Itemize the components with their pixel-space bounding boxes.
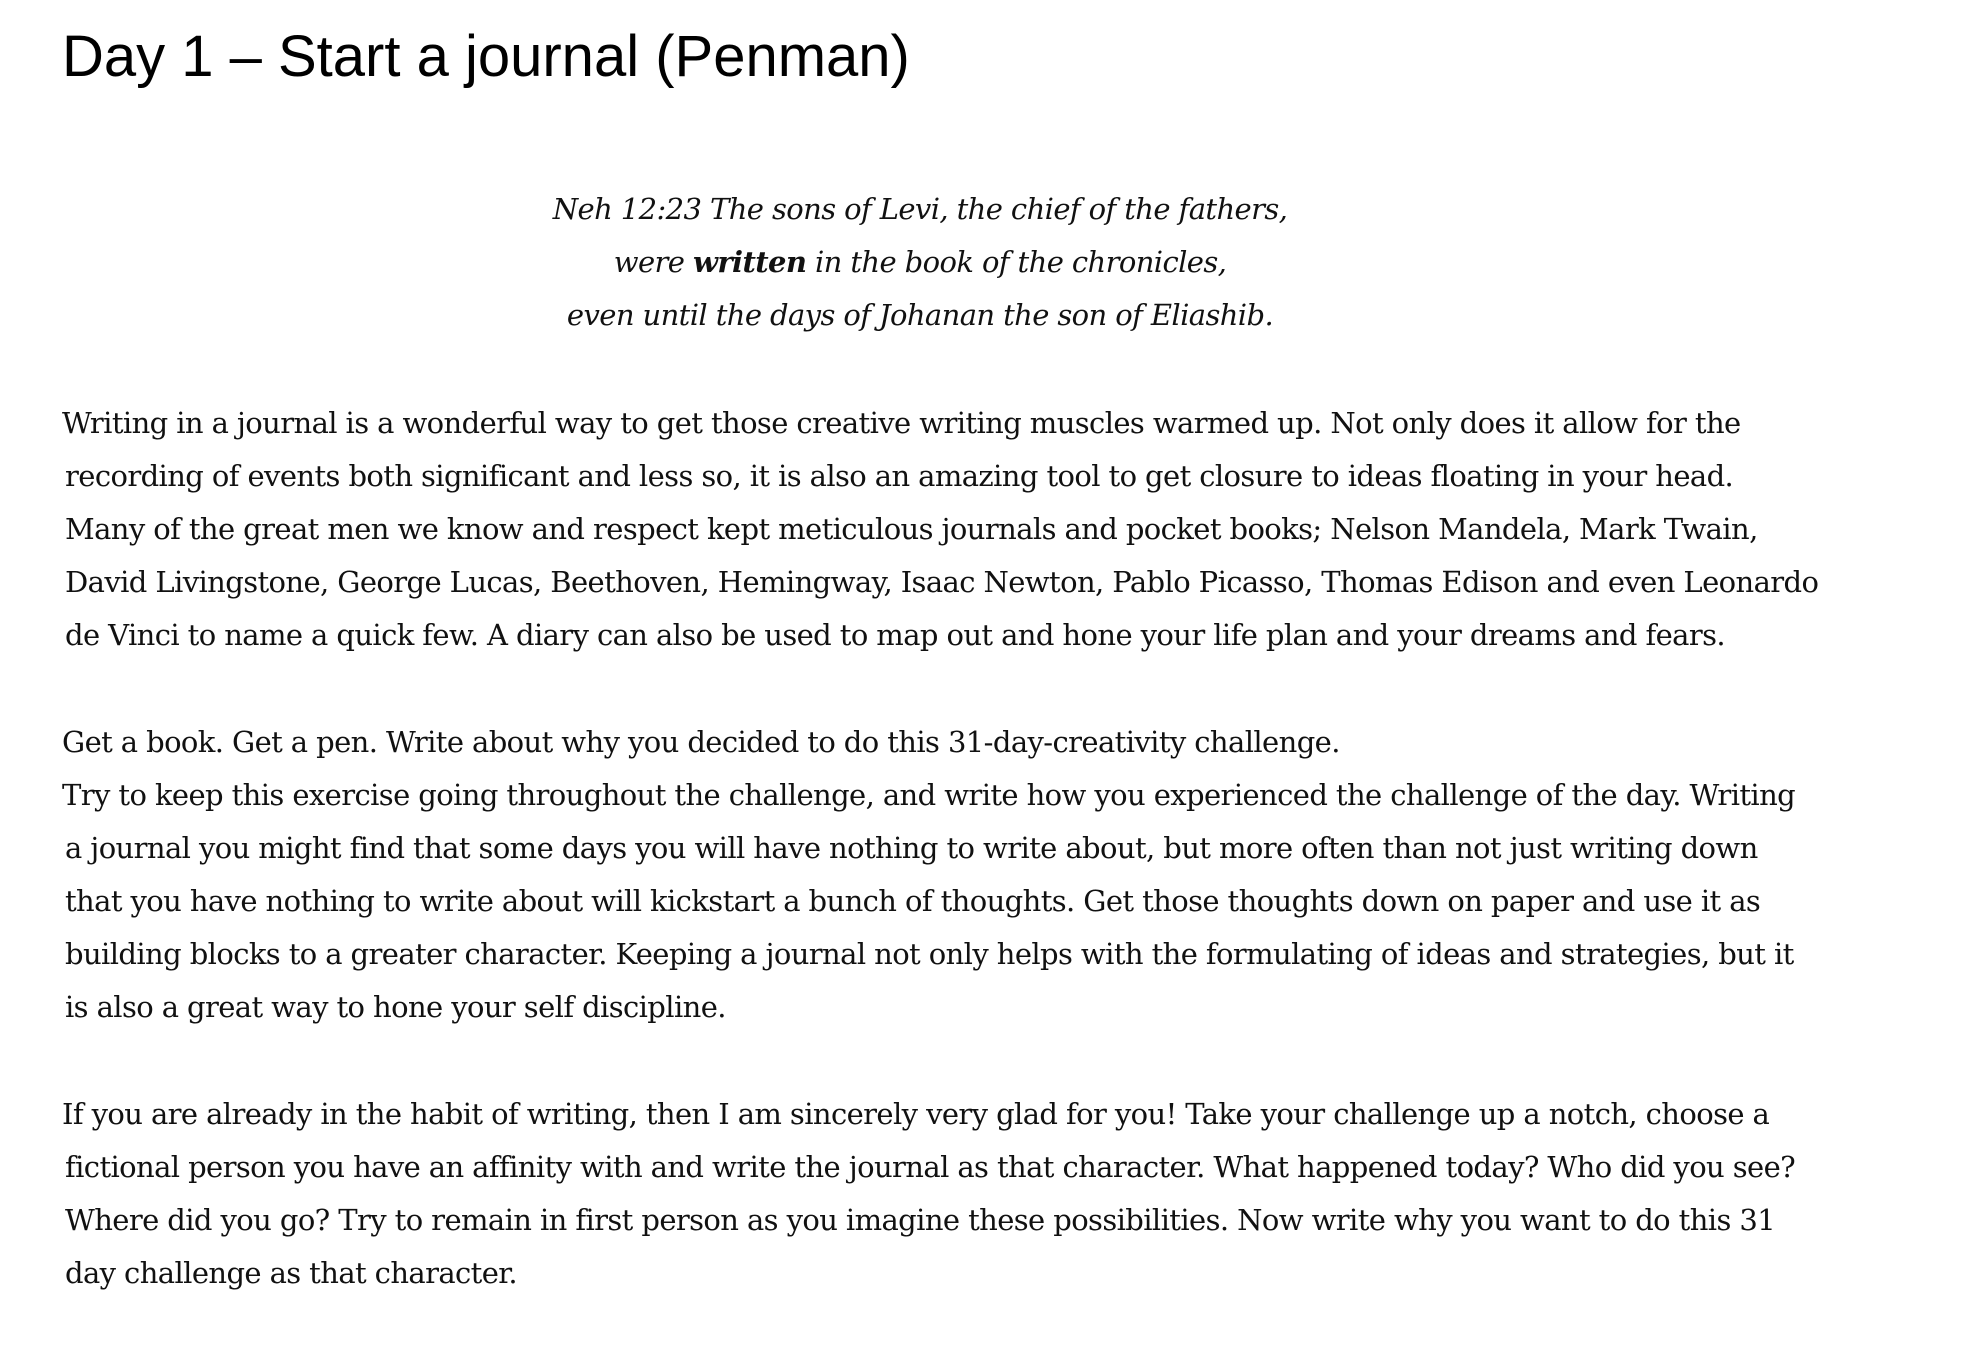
verse-line-2: [62, 236, 1778, 289]
verse-line-3: even until the days of Johanan the son of Eliashib.: [566, 298, 1274, 332]
paragraph-line: fictional person you have an affinity with and write the journal as that character. What happened today? Who did you see?: [65, 1150, 1796, 1184]
verse-emphasis: written: [692, 245, 807, 279]
paragraph-journal-benefits: [62, 397, 1862, 662]
paragraph-line: recording of events both significant and less so, it is also an amazing tool to get closure to ideas floating in your head.: [65, 459, 1734, 493]
paragraph-line: Get a book. Get a pen. Write about why you decided to do this 31-day-creativity challenge.: [62, 725, 1340, 759]
verse-line-1: Neh 12:23 The sons of Levi, the chief of the fathers,: [552, 192, 1288, 226]
paragraph-line: day challenge as that character.: [65, 1256, 517, 1290]
paragraph-line: If you are already in the habit of writing, then I am sincerely very glad for you! Take your challenge up a notch, choose a: [62, 1097, 1770, 1131]
paragraph-line: building blocks to a greater character. Keeping a journal not only helps with the formulating of ideas and strategies, but it: [65, 937, 1794, 971]
paragraph-line: is also a great way to hone your self discipline.: [65, 990, 726, 1024]
paragraph-line: Writing in a journal is a wonderful way to get those creative writing muscles warmed up. Not only does it allow for the: [62, 406, 1741, 440]
paragraph-line: David Livingstone, George Lucas, Beethoven, Hemingway, Isaac Newton, Pablo Picasso, Thomas Edison and even Leonardo: [65, 565, 1819, 599]
verse-line-2-end: in the book of the chronicles,: [806, 245, 1227, 279]
paragraph-line: that you have nothing to write about will kickstart a bunch of thoughts. Get those thoughts down on paper and use it as: [65, 884, 1761, 918]
verse-line-2-start: were: [613, 245, 693, 279]
paragraph-line: Many of the great men we know and respect kept meticulous journals and pocket books; Nelson Mandela, Mark Twain,: [65, 512, 1758, 546]
paragraph-line: de Vinci to name a quick few. A diary can also be used to map out and hone your life plan and your dreams and fears.: [65, 618, 1726, 652]
page-title: Day 1 – Start a journal (Penman): [62, 24, 910, 89]
paragraph-instructions: [62, 716, 1862, 1034]
paragraph-line: Where did you go? Try to remain in first person as you imagine these possibilities. Now write why you want to do this 31: [65, 1203, 1776, 1237]
paragraph-line: Try to keep this exercise going throughout the challenge, and write how you experienced the challenge of the day. Writing: [62, 778, 1796, 812]
paragraph-line: a journal you might find that some days you will have nothing to write about, but more often than not just writing down: [65, 831, 1758, 865]
paragraph-advanced-challenge: [62, 1088, 1862, 1300]
scripture-quote: [62, 183, 1778, 342]
